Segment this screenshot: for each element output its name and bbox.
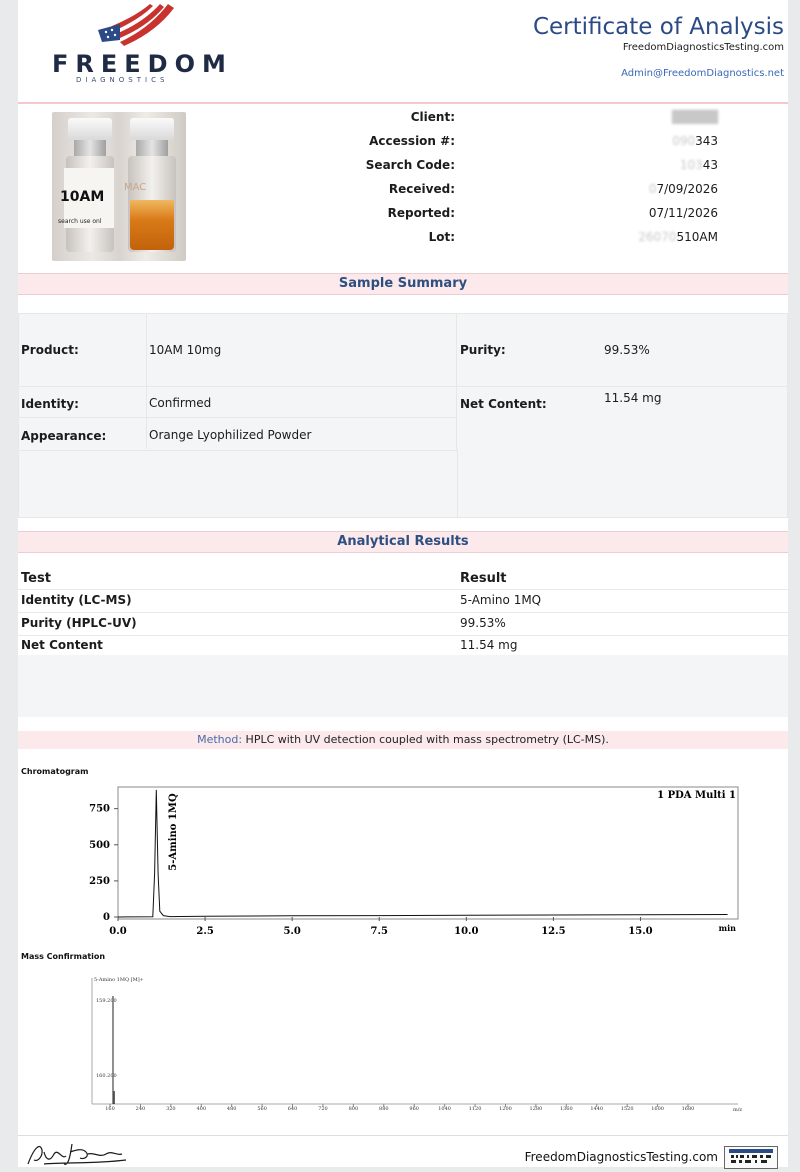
info-value: 07/09/2026: [648, 182, 718, 196]
info-row-accession: [18, 134, 788, 154]
document-title: Certificate of Analysis: [532, 14, 784, 40]
chromatogram-trace: [118, 790, 728, 917]
info-key: Lot:: [428, 230, 455, 244]
info-value-redacted: █████: [671, 110, 718, 124]
summary-cell: [18, 386, 458, 418]
summary-cell: [18, 313, 458, 387]
result-cell: 11.54 mg: [460, 638, 518, 652]
test-cell: Net Content: [21, 638, 103, 652]
mass-x-tick-label: 880: [379, 1106, 389, 1112]
mass-x-tick-label: 1440: [590, 1106, 604, 1112]
method-text: HPLC with UV detection coupled with mass spectrometry (LC-MS).: [242, 733, 609, 746]
info-value: 10343: [679, 158, 718, 172]
mass-x-tick-label: 1120: [468, 1106, 482, 1112]
x-tick-label: 7.5: [370, 926, 388, 937]
chromatogram-chart: [78, 782, 748, 942]
info-key: Reported:: [387, 206, 455, 220]
method-bar: [18, 731, 788, 749]
certificate-page: [18, 0, 788, 1167]
mass-peak-label-1: 159.200: [96, 998, 117, 1004]
appearance-value: Orange Lyophilized Powder: [149, 428, 312, 442]
y-tick-label: 0: [103, 912, 110, 923]
info-row-received: [18, 182, 788, 202]
mass-x-unit: m/z: [733, 1107, 743, 1113]
mass-x-tick-label: 560: [257, 1106, 267, 1112]
x-tick-label: 10.0: [454, 926, 479, 937]
header-website[interactable]: FreedomDiagnosticsTesting.com: [622, 42, 784, 53]
mass-x-tick-label: 160: [105, 1106, 115, 1112]
vial-label-2: MAC: [124, 182, 147, 193]
sample-summary-grid: [18, 313, 788, 518]
chromatogram-frame: [118, 787, 738, 919]
info-row-search-code: [18, 158, 788, 178]
mass-x-tick-label: 1360: [559, 1106, 573, 1112]
x-tick-label: 15.0: [628, 926, 653, 937]
mass-x-tick-label: 1280: [529, 1106, 543, 1112]
vial-label: 10AM: [60, 189, 105, 205]
mass-x-tick-label: 1520: [620, 1106, 634, 1112]
x-tick-label: 0.0: [109, 926, 127, 937]
x-tick-label: 5.0: [283, 926, 301, 937]
x-tick-label: 12.5: [541, 926, 566, 937]
analytical-results-heading: Analytical Results: [18, 532, 788, 552]
mass-x-tick-label: 640: [287, 1106, 298, 1112]
mass-x-tick-label: 1040: [438, 1106, 451, 1112]
section-divider: [18, 552, 788, 553]
identity-value: Confirmed: [149, 396, 212, 410]
peak-label: 5-Amino 1MQ: [168, 793, 179, 871]
mass-spectrum-chart: [58, 968, 748, 1118]
footer-divider: [18, 1135, 788, 1136]
section-divider: [18, 294, 788, 295]
col-test-header: Test: [21, 571, 51, 586]
info-row-client: [18, 110, 788, 130]
purity-label: Purity:: [460, 343, 506, 357]
table-row: [18, 635, 788, 657]
footer-website[interactable]: FreedomDiagnosticsTesting.com: [524, 1150, 718, 1164]
y-tick-label: 750: [89, 803, 110, 815]
identity-label: Identity:: [21, 397, 79, 411]
product-label: Product:: [21, 343, 79, 357]
brand-logo-subtext: DIAGNOSTICS: [76, 76, 169, 84]
test-cell: Purity (HPLC-UV): [21, 616, 137, 630]
result-cell: 99.53%: [460, 616, 506, 630]
brand-logo-text: FREEDOM: [52, 50, 233, 78]
qr-code-icon[interactable]: [724, 1146, 778, 1169]
header-email-link[interactable]: Admin@FreedomDiagnostics.net: [621, 68, 784, 79]
info-key: Search Code:: [365, 158, 455, 172]
appearance-label: Appearance:: [21, 429, 107, 443]
info-row-reported: [18, 206, 788, 226]
mass-x-tick-label: 320: [166, 1106, 176, 1112]
table-row: [18, 613, 788, 636]
mass-x-tick-label: 240: [135, 1106, 146, 1112]
result-cell: 5-Amino 1MQ: [460, 593, 542, 607]
mass-legend: 5-Amino 1MQ [M]+: [94, 977, 144, 983]
summary-cell: [18, 450, 458, 518]
x-tick-label: 2.5: [196, 926, 214, 937]
mass-x-tick-label: 960: [409, 1106, 419, 1112]
info-key: Received:: [388, 182, 455, 196]
signature-image: [24, 1138, 134, 1168]
mass-heading: Mass Confirmation: [21, 952, 106, 961]
x-unit-label: min: [718, 923, 736, 933]
info-value: 07/11/2026: [648, 206, 718, 220]
info-key: Accession #:: [369, 134, 455, 148]
mass-x-tick-label: 800: [348, 1106, 359, 1112]
info-value: 26070510AM: [638, 230, 718, 244]
info-value: 090343: [672, 134, 718, 148]
mass-x-tick-label: 1600: [651, 1106, 664, 1112]
mass-x-tick-label: 1680: [681, 1106, 695, 1112]
mass-x-tick-label: 480: [226, 1106, 237, 1112]
y-tick-label: 250: [89, 875, 110, 887]
product-value: 10AM 10mg: [149, 343, 222, 357]
method-label: Method:: [197, 733, 243, 746]
vial-sublabel: search use onl: [58, 218, 102, 225]
flag-logo-icon: [90, 2, 180, 46]
y-tick-label: 500: [89, 839, 110, 851]
chromatogram-heading: Chromatogram: [21, 767, 89, 776]
table-row: [18, 590, 788, 613]
info-row-lot: [18, 230, 788, 250]
results-spacer: [18, 655, 788, 717]
mass-x-tick-label: 400: [196, 1106, 207, 1112]
info-key: Client:: [410, 110, 455, 124]
test-cell: Identity (LC-MS): [21, 593, 132, 607]
net-content-label: Net Content:: [460, 397, 547, 411]
sample-summary-heading: Sample Summary: [18, 274, 788, 294]
mass-x-tick-label: 720: [318, 1106, 328, 1112]
detector-label: 1 PDA Multi 1: [657, 790, 736, 801]
header-divider: [18, 102, 788, 104]
mass-peak-label-2: 160.200: [96, 1073, 117, 1079]
col-result-header: Result: [460, 571, 507, 586]
purity-value: 99.53%: [604, 343, 650, 357]
net-content-value: 11.54 mg: [604, 391, 662, 405]
mass-x-tick-label: 1200: [499, 1106, 512, 1112]
